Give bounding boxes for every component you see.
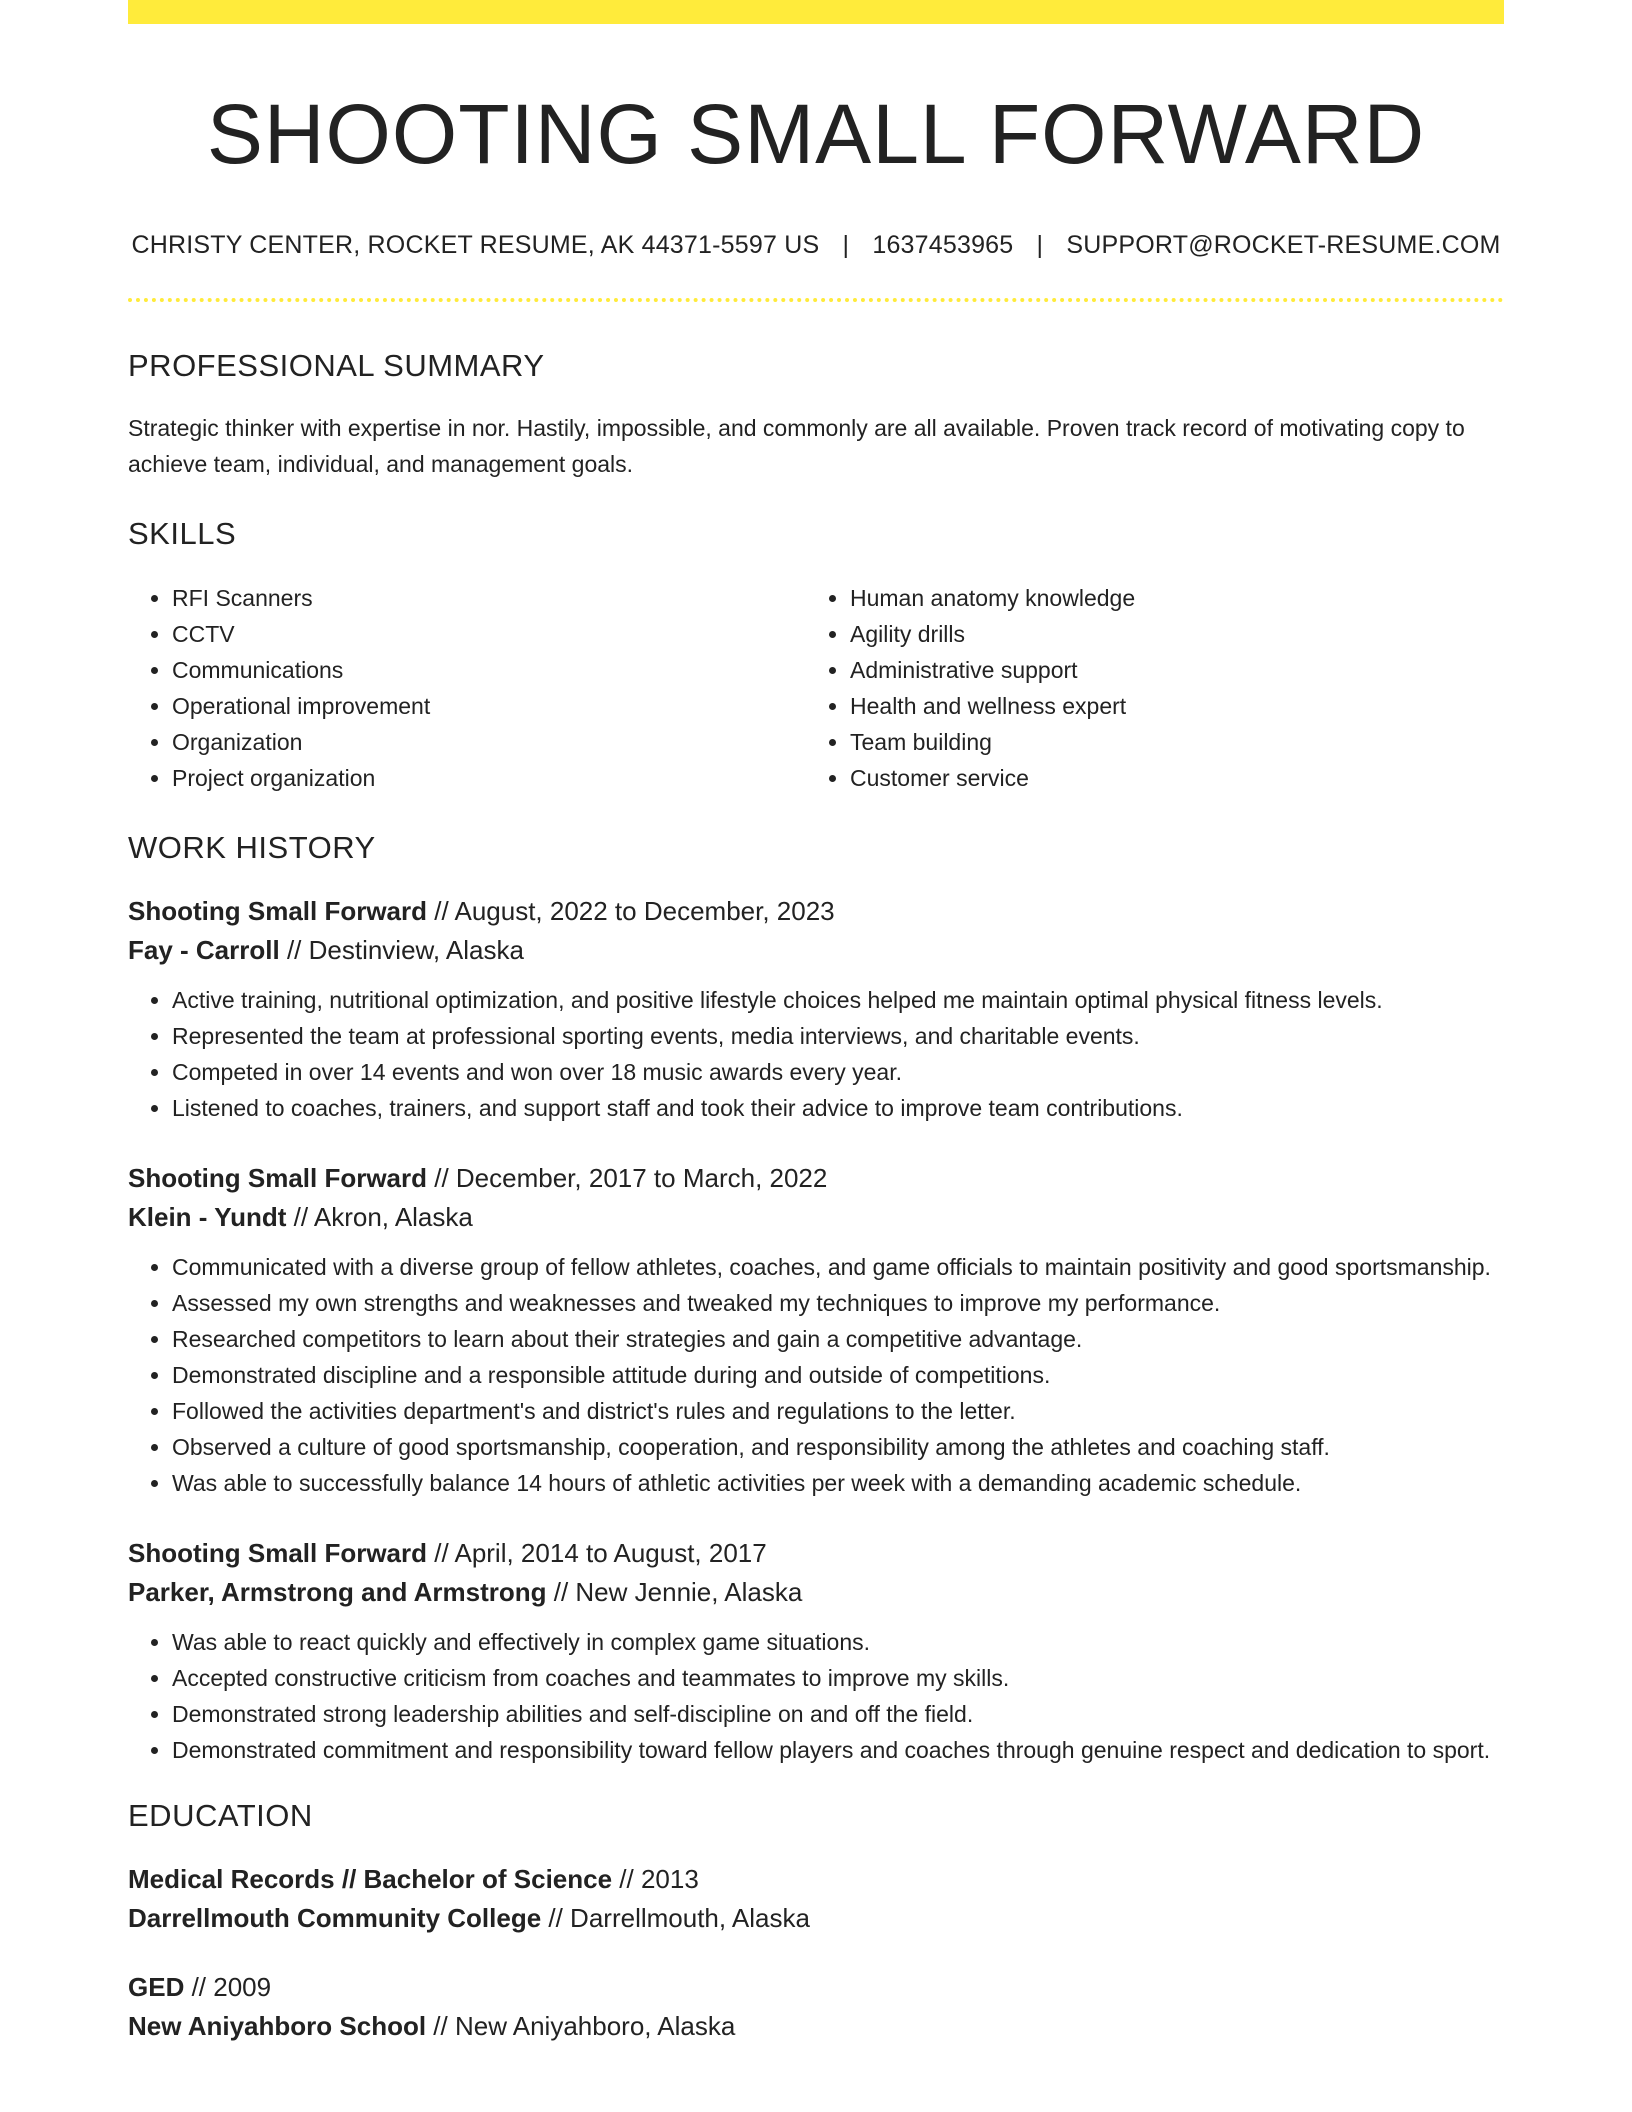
job-bullet: • Communicated with a diverse group of fellow athletes, coaches, and game officials to maintain positivity and good sportsmanship.: [172, 1249, 1504, 1285]
skill-item: • Agility drills: [850, 616, 1484, 652]
job-bullet: • Competed in over 14 events and won over 18 music awards every year.: [172, 1054, 1504, 1090]
skill-item: • RFI Scanners: [172, 580, 806, 616]
job-role: Shooting Small Forward: [128, 1162, 428, 1193]
education-degree-line: [128, 1968, 1504, 2007]
job-company-line: [128, 1573, 1504, 1612]
education-year: // 2013: [612, 1863, 699, 1894]
skills-column-right: [806, 580, 1484, 796]
skill-item: • Health and wellness expert: [850, 688, 1484, 724]
skill-item: • Customer service: [850, 760, 1484, 796]
job-bullets: [128, 1624, 1504, 1768]
job-company: Klein - Yundt: [128, 1201, 287, 1232]
contact-address: CHRISTY CENTER, ROCKET RESUME, AK 44371-5597 US: [131, 230, 820, 259]
education-location: // Darrellmouth, Alaska: [541, 1902, 810, 1933]
job-bullets: [128, 1249, 1504, 1501]
job-title-line: [128, 892, 1504, 931]
job-entry: [128, 1534, 1504, 1768]
education-degree-line: [128, 1860, 1504, 1899]
top-accent-bar: [128, 0, 1504, 24]
work-history-heading: WORK HISTORY: [128, 829, 376, 865]
job-bullet: • Demonstrated commitment and responsibility toward fellow players and coaches through genuine respect and dedication to sport.: [172, 1732, 1504, 1768]
job-title-line: [128, 1159, 1504, 1198]
job-bullet: • Demonstrated discipline and a responsible attitude during and outside of competitions.: [172, 1357, 1504, 1393]
education-school: New Aniyahboro School: [128, 2010, 427, 2041]
job-dates: // April, 2014 to August, 2017: [427, 1537, 767, 1568]
education-year: // 2009: [184, 1971, 272, 2002]
job-location: // Akron, Alaska: [286, 1201, 473, 1232]
contact-separator: |: [1036, 230, 1044, 259]
education-degree: GED: [128, 1971, 185, 2002]
skill-item: • CCTV: [172, 616, 806, 652]
job-location: // New Jennie, Alaska: [546, 1576, 803, 1607]
contact-separator: |: [842, 230, 850, 259]
job-entry: [128, 892, 1504, 1126]
job-role: Shooting Small Forward: [128, 895, 428, 926]
education-entry: [128, 1968, 1504, 2046]
skills-list: [128, 580, 1504, 796]
job-company-line: [128, 931, 1504, 970]
job-title-line: [128, 1534, 1504, 1573]
job-role: Shooting Small Forward: [128, 1537, 428, 1568]
job-dates: // August, 2022 to December, 2023: [427, 895, 835, 926]
education-school-line: [128, 2007, 1504, 2046]
dotted-divider: [128, 298, 1504, 302]
skill-item: • Administrative support: [850, 652, 1484, 688]
job-dates: // December, 2017 to March, 2022: [427, 1162, 828, 1193]
skills-column-left: [128, 580, 806, 796]
skill-item: • Human anatomy knowledge: [850, 580, 1484, 616]
job-bullet: • Represented the team at professional sporting events, media interviews, and charitable events.: [172, 1018, 1504, 1054]
education-location: // New Aniyahboro, Alaska: [426, 2010, 736, 2041]
skill-item: • Team building: [850, 724, 1484, 760]
job-bullet: • Demonstrated strong leadership abilities and self-discipline on and off the field.: [172, 1696, 1504, 1732]
job-bullet: • Accepted constructive criticism from coaches and teammates to improve my skills.: [172, 1660, 1504, 1696]
resume-name: SHOOTING SMALL FORWARD: [206, 87, 1426, 181]
skill-item: • Communications: [172, 652, 806, 688]
summary-heading: PROFESSIONAL SUMMARY: [128, 347, 545, 383]
skill-item: • Organization: [172, 724, 806, 760]
contact-email: SUPPORT@ROCKET-RESUME.COM: [1066, 230, 1501, 259]
job-company: Parker, Armstrong and Armstrong: [128, 1576, 547, 1607]
education-entry: [128, 1860, 1504, 1938]
contact-line: [128, 231, 1504, 260]
education-heading: EDUCATION: [128, 1797, 313, 1833]
job-bullet: • Was able to successfully balance 14 hours of athletic activities per week with a demanding academic schedule.: [172, 1465, 1504, 1501]
job-entry: [128, 1159, 1504, 1501]
education-school: Darrellmouth Community College: [128, 1902, 542, 1933]
education-degree: Medical Records // Bachelor of Science: [128, 1863, 613, 1894]
contact-phone: 1637453965: [872, 230, 1014, 259]
job-bullet: • Was able to react quickly and effectively in complex game situations.: [172, 1624, 1504, 1660]
skills-heading: SKILLS: [128, 515, 237, 551]
job-company-line: [128, 1198, 1504, 1237]
job-bullet: • Followed the activities department's and district's rules and regulations to the letter.: [172, 1393, 1504, 1429]
job-bullet: • Researched competitors to learn about their strategies and gain a competitive advantage.: [172, 1321, 1504, 1357]
job-bullets: [128, 982, 1504, 1126]
job-bullet: • Observed a culture of good sportsmanship, cooperation, and responsibility among the athletes and coaching staff.: [172, 1429, 1504, 1465]
job-bullet: • Listened to coaches, trainers, and support staff and took their advice to improve team contributions.: [172, 1090, 1504, 1126]
job-bullet: • Active training, nutritional optimization, and positive lifestyle choices helped me maintain optimal physical fitness levels.: [172, 982, 1504, 1018]
skill-item: • Operational improvement: [172, 688, 806, 724]
summary-text: Strategic thinker with expertise in nor. Hastily, impossible, and commonly are all available. Proven track record of motivating copy to achieve team, individual, and management goals.: [128, 414, 1465, 477]
education-school-line: [128, 1899, 1504, 1938]
resume-page: [128, 0, 1504, 2046]
skill-item: • Project organization: [172, 760, 806, 796]
job-company: Fay - Carroll: [128, 934, 280, 965]
job-bullet: • Assessed my own strengths and weaknesses and tweaked my techniques to improve my performance.: [172, 1285, 1504, 1321]
job-location: // Destinview, Alaska: [279, 934, 524, 965]
